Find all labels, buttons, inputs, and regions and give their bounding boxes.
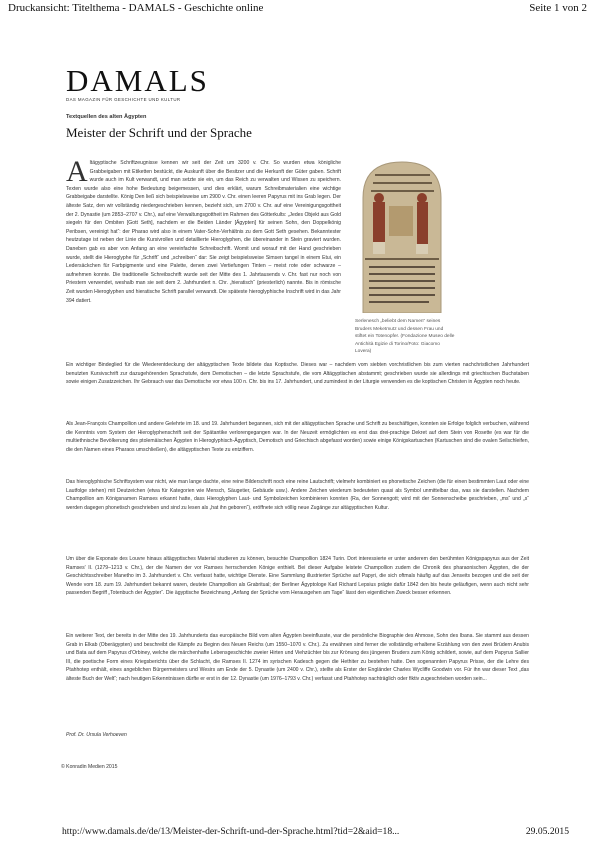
- intro-text: ltägyptische Schriftzeugnisse kennen wir seit der Zeit um 3200 v. Chr. So wurden etwa königliche Grabbeigaben mit Etiketten bestückt, die Auskunft über die Besitzer und die Herkunft der Güter gaben. Schrift wurde auch im Kult verwandt, und man setzte sie ein, um das Reich zu verwalten und Wissen zu speichern. Texten wurde also eine hohe Bedeutung beigemessen, und dies erklärt, warum Schreibmaterialien eine wichtige Grabbeigabe darstellte. König Den ließ sich beispielsweise um 2900 v. Chr. einen leeren Papyrus mit ins Grab legen. Der älteste Satz, den wir vollständig niedergeschrieben kennen, bezieht sich, um 2700 v. Chr. auf eine Vereinigungsgottheit der 2. Dynastie (um 2853–2707 v. Chr.), auf eine Verwaltungsgottheit im Rahmen des Götterkults: „Jedes Objekt aus Gold siegeln für den Ombiten [Gott Seth], nachdem er die Beiden Länder [Ägypten] für seinen Sohn, den Doppelkönig Peribsen, vereinigt hat“: der Pharao wird also in einem Vater-Sohn-Verhältnis zu dem Gott Seth gesehen. Bekanntester heutzutage ist neben der Linie die Kursivrollen und detaillierte Hieroglyphen, die übereinander in Stein graviert wurden. Daneben gab es aber von Anfang an eine vereinfachte Schreibschrift. Womit und worauf mit der Hand geschrieben wurde, stellt die Hieroglyphe für „Schrift“ und „schreiben“ dar: Sie zeigt beispielsweise Simsen tangel in einem Etui, ein Ledersäckchen für Farbpigmente und eine Palette, denen zwei Vertiefungen Tinten – meist rote oder schwarze – aufnehmen konnte. Die traditionelle Schreibschrift wurde seit der Mitte des 1. Jahrtausends v. Chr. fast nur noch von Priestern verwendet, weshalb man sie seit dem 2. Jahrhundert n. Chr. „hieratisch“ (priesterlich) nannte. Bis in römische Zeit wurden Hieroglyphen und hieratische Schrift parallel verwandt. Die späteste hieroglyphische Inschrift wird in das Jahr 394 datiert.: [66, 160, 341, 304]
- image-caption: Serlenesch „beliebt dem Namen“ seines Bruders Meketmutz und dessen Frau und stiftet ein Totenopfer. (Fondazione Museo delle Antichità Egizie di Torino/Foto: Giacomo Lovera): [355, 319, 455, 354]
- paragraph-2-text: Als Jean-François Champollion und andere Gelehrte im 18. und 19. Jahrhundert begannen, sich mit der altägyptischen Sprache und Schrift zu beschäftigen, konnten sie Erfolge folglich verbuchen, während die Kenntnis vom System der Hieroglyphenschrift seit der Spätantike verlorengegangen war. In der Neuzeit ermöglichten es erst das drei-prachige Dekret auf dem Stein von Rosette (es war für die multiethnische Bevölkerung des ptolemäischen Ägypten in Hieroglyphisch-Ägyptisch, Demotisch und Griechisch abgefasst worden) sowie einige Königskartuschen (Kartuschen sind die ovalen Seilschleifen, die den Namen eines Pharaos umschließen), die altägyptischen Texte zu entziffern.: [66, 421, 529, 453]
- print-header-page: Seite 1 von 2: [529, 2, 587, 14]
- paragraph-5-text: Ein weiterer Text, der bereits in der Mitte des 19. Jahrhunderts das europäische Bild vom alten Ägypten beeinflusste, war die persönliche Biographie des Ahmose, Sohn des Ibana. Sie stammt aus dessen Grab in Elkab (Oberägypten) und beschreibt die Kämpfe zu Beginn des Neuen Reichs (um 1550–1070 v. Chr.). Zu erwähnen sind ferner die vollständig erhaltene Erzählung von den zwei Brüdern Anubis und Bata auf dem Papyrus d'Orbiney, welche die märchenhafte Lebensgeschichte zweier Hirten und Viehzüchter bis zur Krönung des jüngeren Bruders zum König schildert, sowie, auf dem Papyrus Sallier III, die poetische Form eines Kriegsberichts über die Schlacht, die Ramses II. 1274 im syrischen Kadesch gegen die Hethiter zu bestehen hatte. Den sogenannten Papyrus Prisse, der die Lehre des Ptahhotep enthält, eines angeblichen Bürgermeisters und Wesirs am Ende der 5. Dynastie (um 2400 v. Chr.), stellte als Erster der Engländer Charles Wycliffe Goodwin vor. Für ihn war dieser Text „das älteste Buch der Welt“; nach heutigen Erkenntnissen dürfte er erst in der 12. Dynastie (um 1976–1793 v. Chr.) verfasst und Ptahhotep nachträglich oder fiktiv zugeschrieben worden sein...: [66, 633, 529, 682]
- logo-tagline: DAS MAGAZIN FÜR GESCHICHTE UND KULTUR: [66, 97, 181, 102]
- article-author: Prof. Dr. Ursula Verhoeven: [66, 732, 127, 738]
- copyright: © Konradin Medien 2015: [61, 764, 118, 770]
- paragraph-4-text: Um über die Exponate des Louvre hinaus altägyptisches Material studieren zu können, besuchte Champollion 1824 Turin. Dort interessierte er unter anderem den berühmten Königspapyrus aus der Zeit Ramses' II. (1279–1213 v. Chr.), der die Namen der vor Ramses herrschenden Könige enthielt. Bei dieser Aufgabe leistete Champollion zudem die Chronik des pharaonischen Ägypten, die der Geschichtsschreiber Manetho im 3. Jahrhundert v. Chr. verfasst hatte, wichtige Dienste. Eine Sammlung illustrierter Sprüche auf Papyri, die sich oftmals häufig auf das Jenseits bezogen und die seit der Wende vom 18. zum 19. Jahrhundert bekannt waren, deutete Champollion als Grabritual; der Berliner Ägyptologe Karl Richard Lepsius prägte dafür 1842 den bis heute geläufigen, wenn auch nicht sehr passenden Begriff „Totenbuch der Ägypter“. Die ägyptische Bezeichnung „Anfang der Sprüche vom Herausgehen am Tage“ lässt den eigentlichen Zweck besser erkennen.: [66, 556, 529, 597]
- paragraph-1: [66, 361, 529, 387]
- paragraph-4: [66, 555, 529, 598]
- damals-logo[interactable]: [66, 63, 216, 102]
- print-footer-date: 29.05.2015: [525, 826, 569, 837]
- stela-illustration: [355, 158, 450, 313]
- print-footer-url[interactable]: http://www.damals.de/de/13/Meister-der-Schrift-und-der-Sprache.html?tid=2&aid=18...: [62, 826, 400, 837]
- drop-cap: A: [66, 155, 88, 188]
- paragraph-2: [66, 420, 529, 454]
- print-header-title: Druckansicht: Titelthema - DAMALS - Geschichte online: [8, 2, 264, 14]
- stela-image: [355, 158, 450, 313]
- article-intro: [66, 155, 341, 305]
- logo-wordmark: DAMALS: [66, 63, 209, 98]
- article-title: Meister der Schrift und der Sprache: [66, 125, 252, 140]
- paragraph-3: [66, 478, 529, 512]
- article-rubric: Textquellen des alten Ägypten: [66, 114, 147, 120]
- paragraph-5: [66, 632, 529, 684]
- paragraph-3-text: Das hieroglyphische Schriftsystem war nicht, wie man lange dachte, eine reine Bilderschrift noch eine reine Lautschrift; vielmehr kombiniert es phonetische Zeichen (die für einen bestimmten Laut oder eine Lautfolge stehen) mit Deutzeichen (etwa für Kategorien wie Mensch, Säugetier, Gebäude usw.). Andere Zeichen wiederum bedeuteten quasi als Symbol unmittelbar das, was sie darstellen. Nachdem Champollion am Königsnamen Ramses erkannt hatte, dass Hieroglyphen Laut- und Symbolzeichen kombinieren konnten (Ra, der Sonnengott; wird mit der Sonnenscheibe geschrieben, „ms“ und „s“ werden dagegen phonetisch geschrieben und sind zu lesen als „hat ihn geboren“), eröffnete sich völlig neue Zugänge zur altägyptischen Kultur.: [66, 479, 529, 511]
- paragraph-1-text: Ein wichtiger Bindeglied für die Wiederentdeckung der altägyptischen Texte bildete das Koptische. Dieses war – nachdem vom siebten vorchristlichen bis zum vierten nachchristlichen Jahrhundert benutzten Kursivschrift zur dazugehörenden Sprachstufe, dem Demotischen – die letzte Sprachstufe, die vom Altägyptischen abstammt; geschrieben wurde sie allerdings mit griechischen Buchstaben sowie einigen Zusatzzeichen. Ihr Gebrauch war das Demotische vor etwa 100 n. Chr. bis ins 17. Jahrhundert, und zumindest in der Liturgie verwenden es die koptischen Christen in Ägypten noch heute.: [66, 362, 529, 386]
